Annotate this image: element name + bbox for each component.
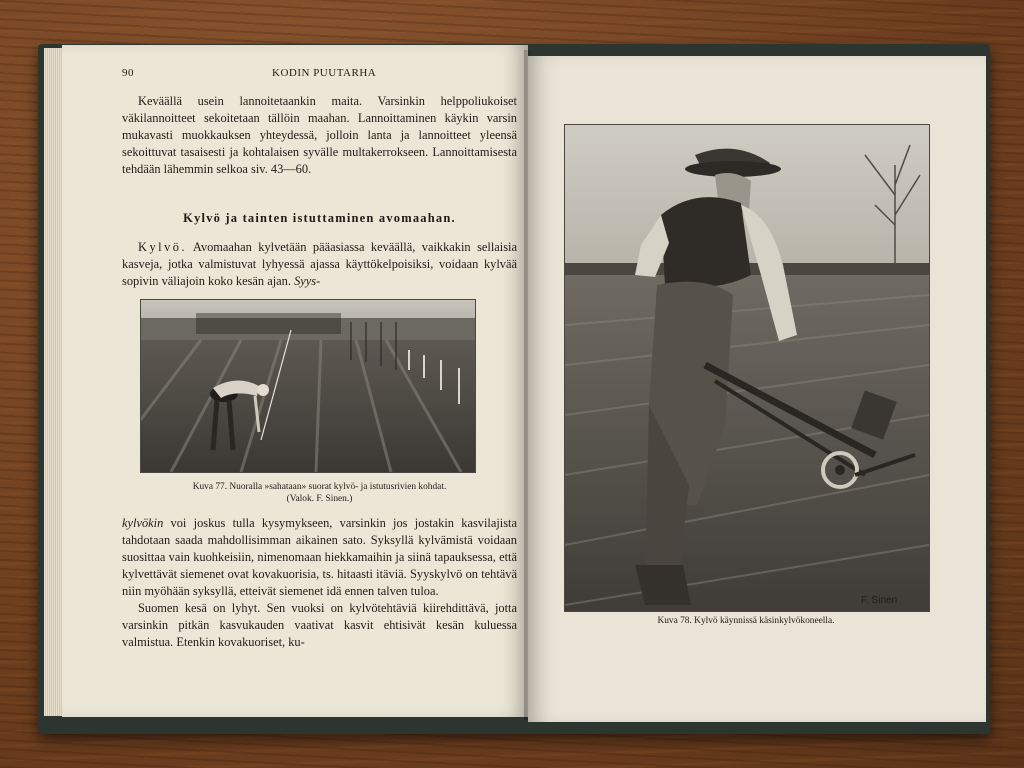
paragraph-start-word: kylvökin <box>122 516 164 530</box>
figure-77-illustration <box>141 300 475 472</box>
figure-77-photo <box>140 299 476 473</box>
paragraph-continued-word: Syys- <box>294 274 321 288</box>
paragraph-text: Avomaahan kylvetään pääasiassa keväällä, vaikkakin sellaisia kasveja, jotka valmistuvat lyhyessä ajassa käyttökelpoisiksi, voidaan kylvää sopivin väliajoin koko kesän ajan. <box>122 240 517 288</box>
book-title: KODIN PUUTARHA <box>272 67 377 79</box>
figure-78-caption: Kuva 78. Kylvö käynnissä käsinkylvökoneella. <box>657 616 835 626</box>
paragraph-sowing-body <box>122 239 517 290</box>
section-heading: Kylvö ja tainten istuttaminen avomaahan. <box>183 211 456 225</box>
paragraph-fertilizing <box>122 93 517 178</box>
paragraph-summer: Suomen kesä on lyhyt. Sen vuoksi on kylvötehtäviä kiirehdittävä, jotta varsinkin pitkän kasvukauden vaativat kasvit ehtisivät kesän kuluessa valmistua. Etenkin kovakuoriset, ku- <box>122 601 517 649</box>
figure-77-caption <box>122 481 517 505</box>
paragraph-label: Kylvö. <box>138 240 188 254</box>
photo-credit: F. Sinen <box>861 595 898 606</box>
figure-78-photo <box>564 124 930 612</box>
right-page <box>528 56 986 722</box>
paragraph-text: voi joskus tulla kysymykseen, varsinkin jos jostakin kasvilajista tahdotaan saada mahdollisimman aikainen sato. Syksyllä kylvämistä voidaan suosittaa vain kuohkeisiin, nimenomaan hiekkamaihin ja siinä tapauksessa, että kylvettävät siemenet ovat kovakuorisia, ts. hitaasti itäviä. Syyskylvö on tehtävä niin myöhään syksyllä, etteivät siemenet idä ennen talven tuloa. <box>122 516 517 598</box>
paragraph-sowing <box>122 239 517 290</box>
left-page <box>62 45 528 717</box>
figure-78-illustration <box>565 125 929 611</box>
page-number: 90 <box>122 67 134 79</box>
paragraph-autumn-sowing-body <box>122 515 517 600</box>
caption-line: Kuva 77. Nuoralla »sahataan» suorat kylvö- ja istutusrivien kohdat. <box>192 482 447 492</box>
paragraph-text: Keväällä usein lannoitetaankin maita. Varsinkin helppoliukoiset väkilannoitteet sekoitetaan tällöin maahan. Lannoittaminen käykin varsin mukavasti muokkauksen yhteydessä, jolloin lanta ja lannoitteet yleensä sekoittuvat tasaisesti ja kohtalaisen syvälle multakerrokseen. Lannoittamisesta tehdään lähemmin selkoa siv. 43—60. <box>122 94 517 176</box>
paragraph-autumn-sowing <box>122 515 517 651</box>
caption-credit: (Valok. F. Sinen.) <box>286 494 353 504</box>
